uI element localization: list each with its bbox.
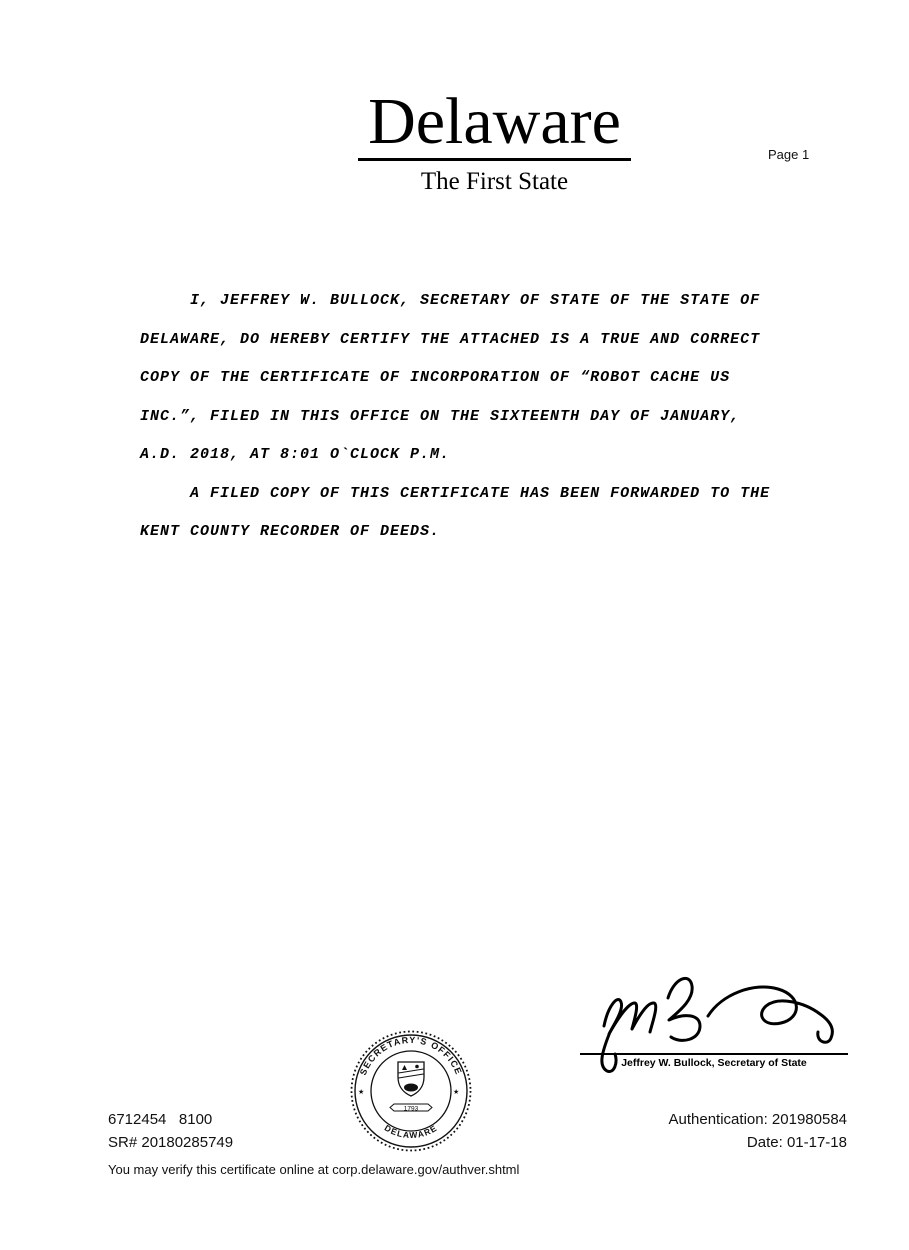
authentication-date: Date: 01-17-18 [746, 1134, 847, 1151]
wheat-sheaf-icon [402, 1065, 407, 1070]
seal-top-text: SECRETARY'S OFFICE [357, 1034, 465, 1077]
seal-coat-of-arms [390, 1062, 432, 1113]
header [80, 85, 909, 196]
seal-star-right-icon: ★ [453, 1089, 460, 1096]
body-line: INC.”, FILED IN THIS OFFICE ON THE SIXTEENTH DAY OF JANUARY, [140, 407, 741, 425]
verify-notice: You may verify this certificate online at corp.delaware.gov/authver.shtml [108, 1162, 520, 1177]
body-line: I, JEFFREY W. BULLOCK, SECRETARY OF STATE OF THE STATE OF [140, 292, 761, 309]
footer-right [669, 1108, 847, 1154]
file-number: 6712454 8100 [108, 1111, 213, 1128]
signature-line [580, 1053, 848, 1055]
seal-star-left-icon: ★ [358, 1089, 365, 1096]
corn-icon [415, 1065, 419, 1069]
seal-bottom-text: DELAWARE [382, 1122, 440, 1141]
sr-number: SR# 20180285749 [108, 1134, 234, 1151]
footer-left [108, 1108, 233, 1154]
authentication-number: Authentication: 201980584 [668, 1111, 847, 1128]
page-subtitle: The First State [420, 168, 569, 196]
seal-year: 1793 [403, 1105, 419, 1113]
certificate-body [140, 282, 800, 552]
body-line: KENT COUNTY RECORDER OF DEEDS. [140, 523, 441, 540]
body-line: COPY OF THE CERTIFICATE OF INCORPORATION OF “ROBOT CACHE US [140, 369, 731, 386]
body-line: A FILED COPY OF THIS CERTIFICATE HAS BEEN FORWARDED TO THE [140, 484, 771, 502]
page-title: Delaware [358, 88, 631, 161]
shield-band [399, 1074, 424, 1078]
body-line: A.D. 2018, AT 8:01 O`CLOCK P.M. [140, 446, 451, 463]
page-number-label: Page 1 [768, 147, 810, 162]
signatory-name: Jeffrey W. Bullock, Secretary of State [621, 1057, 807, 1069]
body-line: DELAWARE, DO HEREBY CERTIFY THE ATTACHED IS A TRUE AND CORRECT [140, 330, 761, 348]
ox-icon [404, 1084, 418, 1092]
state-seal [350, 1030, 472, 1152]
